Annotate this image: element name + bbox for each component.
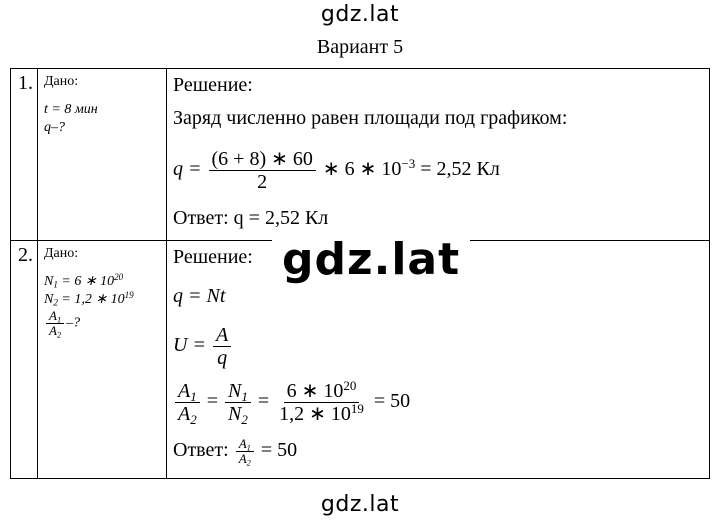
- solution-text: Заряд численно равен площади под графиком:: [173, 107, 568, 129]
- given-label: Дано:: [44, 74, 79, 89]
- given-n1: $N_1 = 6$ ∗ $10^{20}$: [44, 272, 124, 290]
- given-cell: [38, 69, 167, 241]
- answer: Ответ: $\frac{A_1}{A_2}$ = 50: [173, 435, 298, 468]
- given-unknown: q–?: [44, 120, 65, 135]
- given-n2: $N_2 = 1,2$ ∗ $10^{19}$: [44, 290, 134, 308]
- problem-row-1: [11, 69, 710, 241]
- variant-title: Вариант 5: [316, 36, 404, 58]
- solution-label: Решение:: [173, 246, 253, 268]
- formula-q: q = Nt: [173, 285, 226, 307]
- formula-u: U = $\frac{A}{q}$: [173, 317, 703, 373]
- watermark-bottom: gdz.lat: [320, 492, 400, 517]
- watermark-center: gdz.lat: [272, 234, 470, 285]
- fraction-denominator: 2: [257, 170, 268, 193]
- formula-result: = 2,52 Кл: [420, 158, 500, 180]
- formula-exponent: −3: [401, 155, 416, 171]
- given-cell: [38, 241, 167, 479]
- given-time: t = 8 мин: [44, 102, 98, 117]
- formula-lhs: q =: [173, 158, 202, 180]
- given-label: Дано:: [44, 246, 79, 261]
- solution-cell: [167, 69, 710, 241]
- charge-formula: [173, 137, 703, 201]
- problem-number-cell: [11, 241, 38, 479]
- formula-ratio: $\frac{A_1}{A_2}$ = $\frac{N_1}{N_2}$ = $\frac{6 ∗ 10^{20}}{1,2 ∗ 10^{19}}$ = 50: [173, 373, 703, 429]
- given-unknown-ratio: $\frac{A_1}{A_2}$ –?: [44, 309, 160, 338]
- fraction-numerator: (6 + 8) ∗ 60: [209, 148, 316, 171]
- watermark-top: gdz.lat: [320, 2, 400, 27]
- answer: Ответ: q = 2,52 Кл: [173, 207, 329, 229]
- formula-fraction: [209, 148, 316, 193]
- solution-label: Решение:: [173, 74, 253, 96]
- formula-rest: ∗ 6 ∗ 10: [322, 158, 402, 180]
- problem-number: 1.: [18, 72, 33, 94]
- problem-number-cell: [11, 69, 38, 241]
- problem-number: 2.: [18, 244, 33, 266]
